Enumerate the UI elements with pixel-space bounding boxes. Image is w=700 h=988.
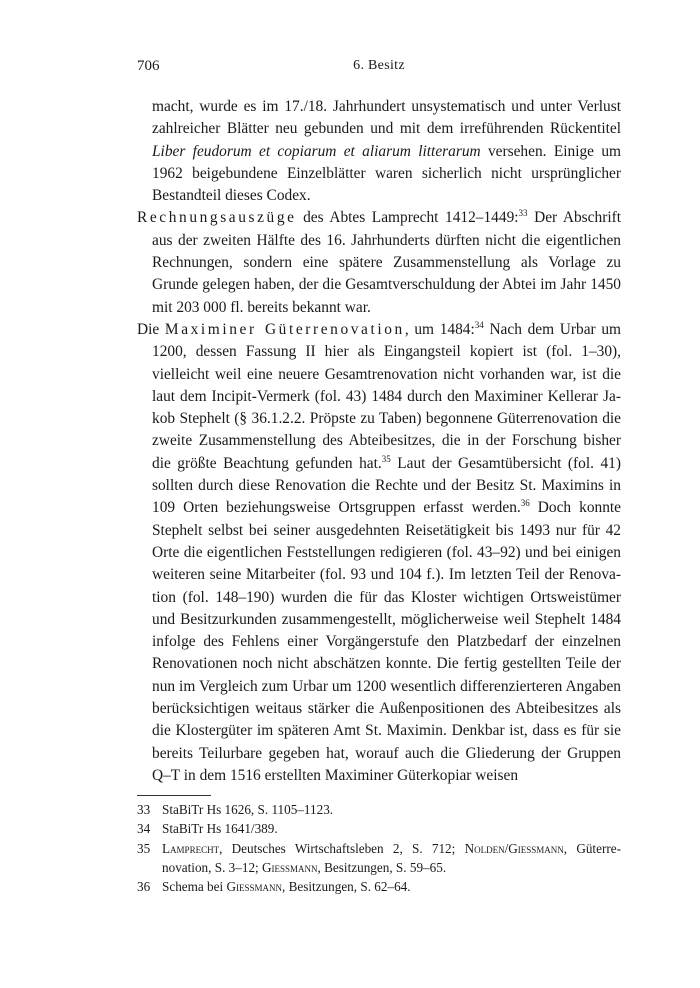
paragraph-text: Nach dem Urbar um 1200, dessen Fassung II hier als Eingangsteil kopiert ist (fol. 1–30), vielleicht weil eine neuere Gesamtrenovation nicht vorhanden war, ist die laut dem Incipit-Vermerk (fol. 43) 1484 durch den Maximiner Kellerar Jakob Stephelt (§ 36.1.2.2. Pröpste zu Taben) begonnene Güterrenovation die zweite Zusammenstellung des Abteibesitzes, die in der Forschung bisher die größte Beachtung gefunden hat.	[152, 320, 621, 472]
author-name: Lamprecht	[162, 840, 220, 856]
footnote-number: 33	[137, 802, 151, 817]
footnote-number: 36	[137, 879, 151, 895]
body-text	[137, 96, 621, 787]
footnote-ref[interactable]: 35	[381, 453, 391, 464]
footnote-34	[137, 819, 621, 838]
footnote-ref[interactable]: 33	[518, 208, 528, 219]
book-title: Liber feudorum et copiarum et aliarum litterarum	[152, 142, 481, 160]
paragraph-text: Laut der Gesamtübersicht (fol. 41) sollten durch diese Renovation die Rechte und der Besitz St. Maximins in 109 Orten beziehungsweise Ortsgruppen erfasst werden.	[152, 454, 621, 517]
running-head: 6. Besitz	[353, 58, 405, 73]
author-name: Giessmann	[262, 859, 318, 875]
footnote-35	[137, 839, 621, 878]
paragraph-text: Die	[137, 320, 165, 338]
footnote-divider	[137, 795, 211, 796]
paragraph-text: macht, wurde es im 17./18. Jahrhundert unsystematisch und unter Verlust zahlreicher Blätter neu gebunden und mit dem irreführenden Rückentitel	[152, 98, 621, 138]
footnote-text: , Deutsches Wirtschaftsleben 2, S. 712;	[219, 840, 465, 856]
footnote-36	[137, 877, 621, 896]
page-header	[137, 58, 621, 82]
footnote-number: 34	[137, 821, 151, 837]
footnote-ref[interactable]: 34	[474, 319, 484, 330]
paragraph-text: Der Abschrift aus der zweiten Hälfte des 16. Jahrhunderts dürften nicht die eigentlichen Rechnungen, sondern eine spätere Zusammenstellung als Vorlage zu Grunde gelegen haben, der die Gesamtverschuldung der Abtei im Jahr 1450 mit 203 000 fl. bereits bekannt war.	[152, 209, 622, 316]
paragraph-text: Doch konnte Stephelt selbst bei seiner ausgedehnten Reisetätigkeit bis 1493 nur für 42 Orte die eigentlichen Feststellungen redigieren (fol. 43–92) und bei einigen weiteren seine Mitarbeiter (fol. 93 und 104 f.). Im letzten Teil der Renovation (fol. 148–190) wurden die für das Kloster wichtigen Ortsweistümer und Besitzurkunden zusammengestellt, möglicherweise weil Stephelt 1484 infolge des Fehlens einer Vorgängerstufe den Platzbedarf der einzelnen Renovationen noch nicht abschätzen konnte. Die fertig gestellten Teile der nun im Vergleich zum Urbar um 1200 wesentlich differenzierteren Angaben berücksichtigen weitaus stärker die Außenpositionen des Abteibesitzes als die Klostergüter im späteren Amt St. Maximin. Denkbar ist, dass es für sie bereits Teilurbare gegeben hat, worauf auch die Gliederung der Gruppen Q–T in dem 1516 erstellten Maximiner Güterkopiar weisen	[152, 499, 622, 784]
entry-heading: Maximiner Güterrenovation	[164, 320, 405, 338]
paragraph-rechnungsauszuege	[137, 207, 621, 318]
footnote-text: Schema bei	[162, 879, 227, 895]
footnote-33	[137, 800, 621, 819]
paragraph-text: , um 1484:	[404, 320, 475, 338]
footnote-ref[interactable]: 36	[520, 498, 530, 509]
footnote-text: StaBiTr Hs 1626, S. 1105–1123.	[162, 802, 334, 817]
entry-heading: Rechnungsauszüge	[137, 209, 297, 227]
paragraph-text: versehen. Einige um 1962 beigebundene Einzelblätter waren sicherlich nicht ursprünglicher Bestandteil dieses Codex.	[152, 142, 621, 205]
footnotes	[137, 800, 621, 896]
page-number: 706	[137, 58, 160, 74]
footnote-text: , Besitzungen, S. 62–64.	[281, 879, 411, 895]
paragraph-text: des Abtes Lamprecht 1412–1449:	[296, 209, 519, 227]
footnote-text: StaBiTr Hs 1641/389.	[162, 821, 278, 837]
paragraph-gueterrenovation	[137, 319, 621, 787]
footnote-text: , Güterrenovation, S. 3–12;	[162, 840, 621, 875]
footnote-number: 35	[137, 840, 151, 856]
author-name: Giessmann	[226, 879, 282, 895]
paragraph-codex	[137, 96, 621, 207]
footnote-text: , Besitzungen, S. 59–65.	[317, 859, 447, 875]
author-name: Nolden/Giessmann	[464, 840, 564, 856]
